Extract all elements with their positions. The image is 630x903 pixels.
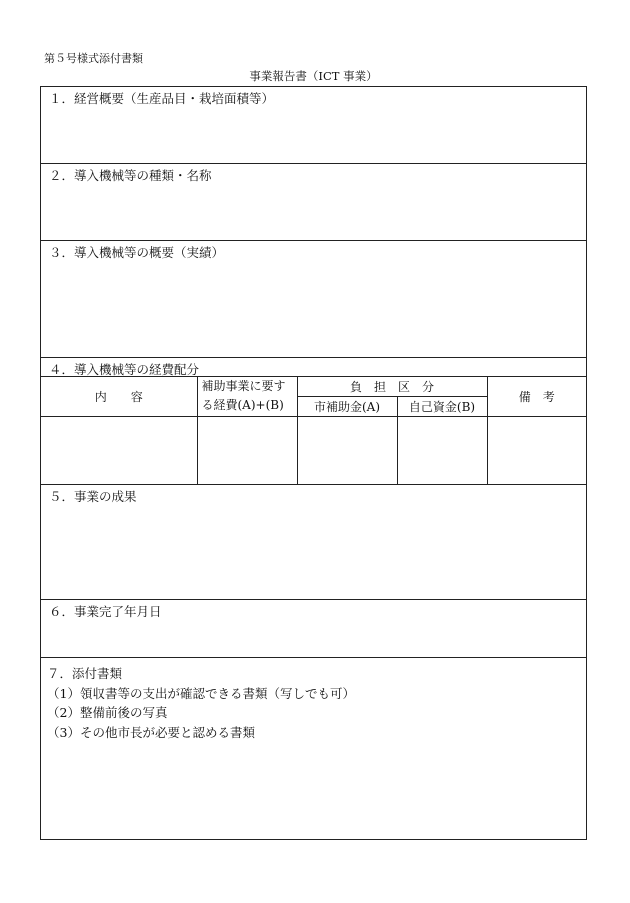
section-heading: ７．添付書類 [47, 666, 123, 681]
cell-total-cost[interactable] [197, 416, 297, 484]
attachment-item: （1）領収書等の支出が確認できる書類（写しでも可） [47, 685, 355, 701]
cost-table [41, 377, 586, 484]
section-heading: ３．導入機械等の概要（実績） [49, 245, 225, 260]
section-heading: ２．導入機械等の種類・名称 [49, 168, 212, 183]
report-form [40, 86, 587, 840]
header-subsidy-cost-line2: る経費(A)+(B) [201, 398, 284, 413]
section-completion-date[interactable] [41, 600, 586, 658]
header-city-subsidy: 市補助金(A) [297, 396, 397, 416]
section-heading: ４．導入機械等の経費配分 [49, 362, 200, 377]
header-content [41, 377, 197, 416]
cell-own-funds[interactable] [397, 416, 487, 484]
header-burden-label: 負 担 区 分 [350, 379, 435, 394]
attachment-item: （2）整備前後の写真 [47, 705, 168, 720]
document-title: 事業報告書（ICT 事業） [249, 69, 378, 83]
cell-city-subsidy[interactable] [297, 416, 397, 484]
section-cost-allocation [41, 358, 586, 485]
section-machine-type[interactable] [41, 164, 586, 241]
cell-remarks[interactable] [487, 416, 586, 484]
header-subsidy-cost [197, 377, 297, 416]
section-heading: １．経営概要（生産品目・栽培面積等） [49, 91, 275, 106]
header-remarks [487, 377, 586, 416]
section-heading: ５．事業の成果 [49, 489, 137, 504]
form-number: 第５号様式添付書類 [44, 52, 143, 65]
header-content-label: 内 容 [94, 389, 143, 404]
header-subsidy-cost-line1: 補助事業に要す [201, 379, 286, 394]
header-burden-division [297, 377, 487, 396]
header-own-funds: 自己資金(B) [397, 396, 487, 416]
attachment-item: （3）その他市長が必要と認める書類 [47, 724, 255, 740]
section-machine-overview[interactable] [41, 241, 586, 358]
section-attachments [41, 658, 586, 839]
section-heading: ６．事業完了年月日 [49, 604, 162, 619]
section-results[interactable] [41, 485, 586, 600]
cost-table-wrapper [41, 376, 586, 485]
cell-content[interactable] [41, 416, 197, 484]
header-remarks-label: 備 考 [518, 389, 555, 404]
section-management-overview[interactable] [41, 87, 586, 164]
